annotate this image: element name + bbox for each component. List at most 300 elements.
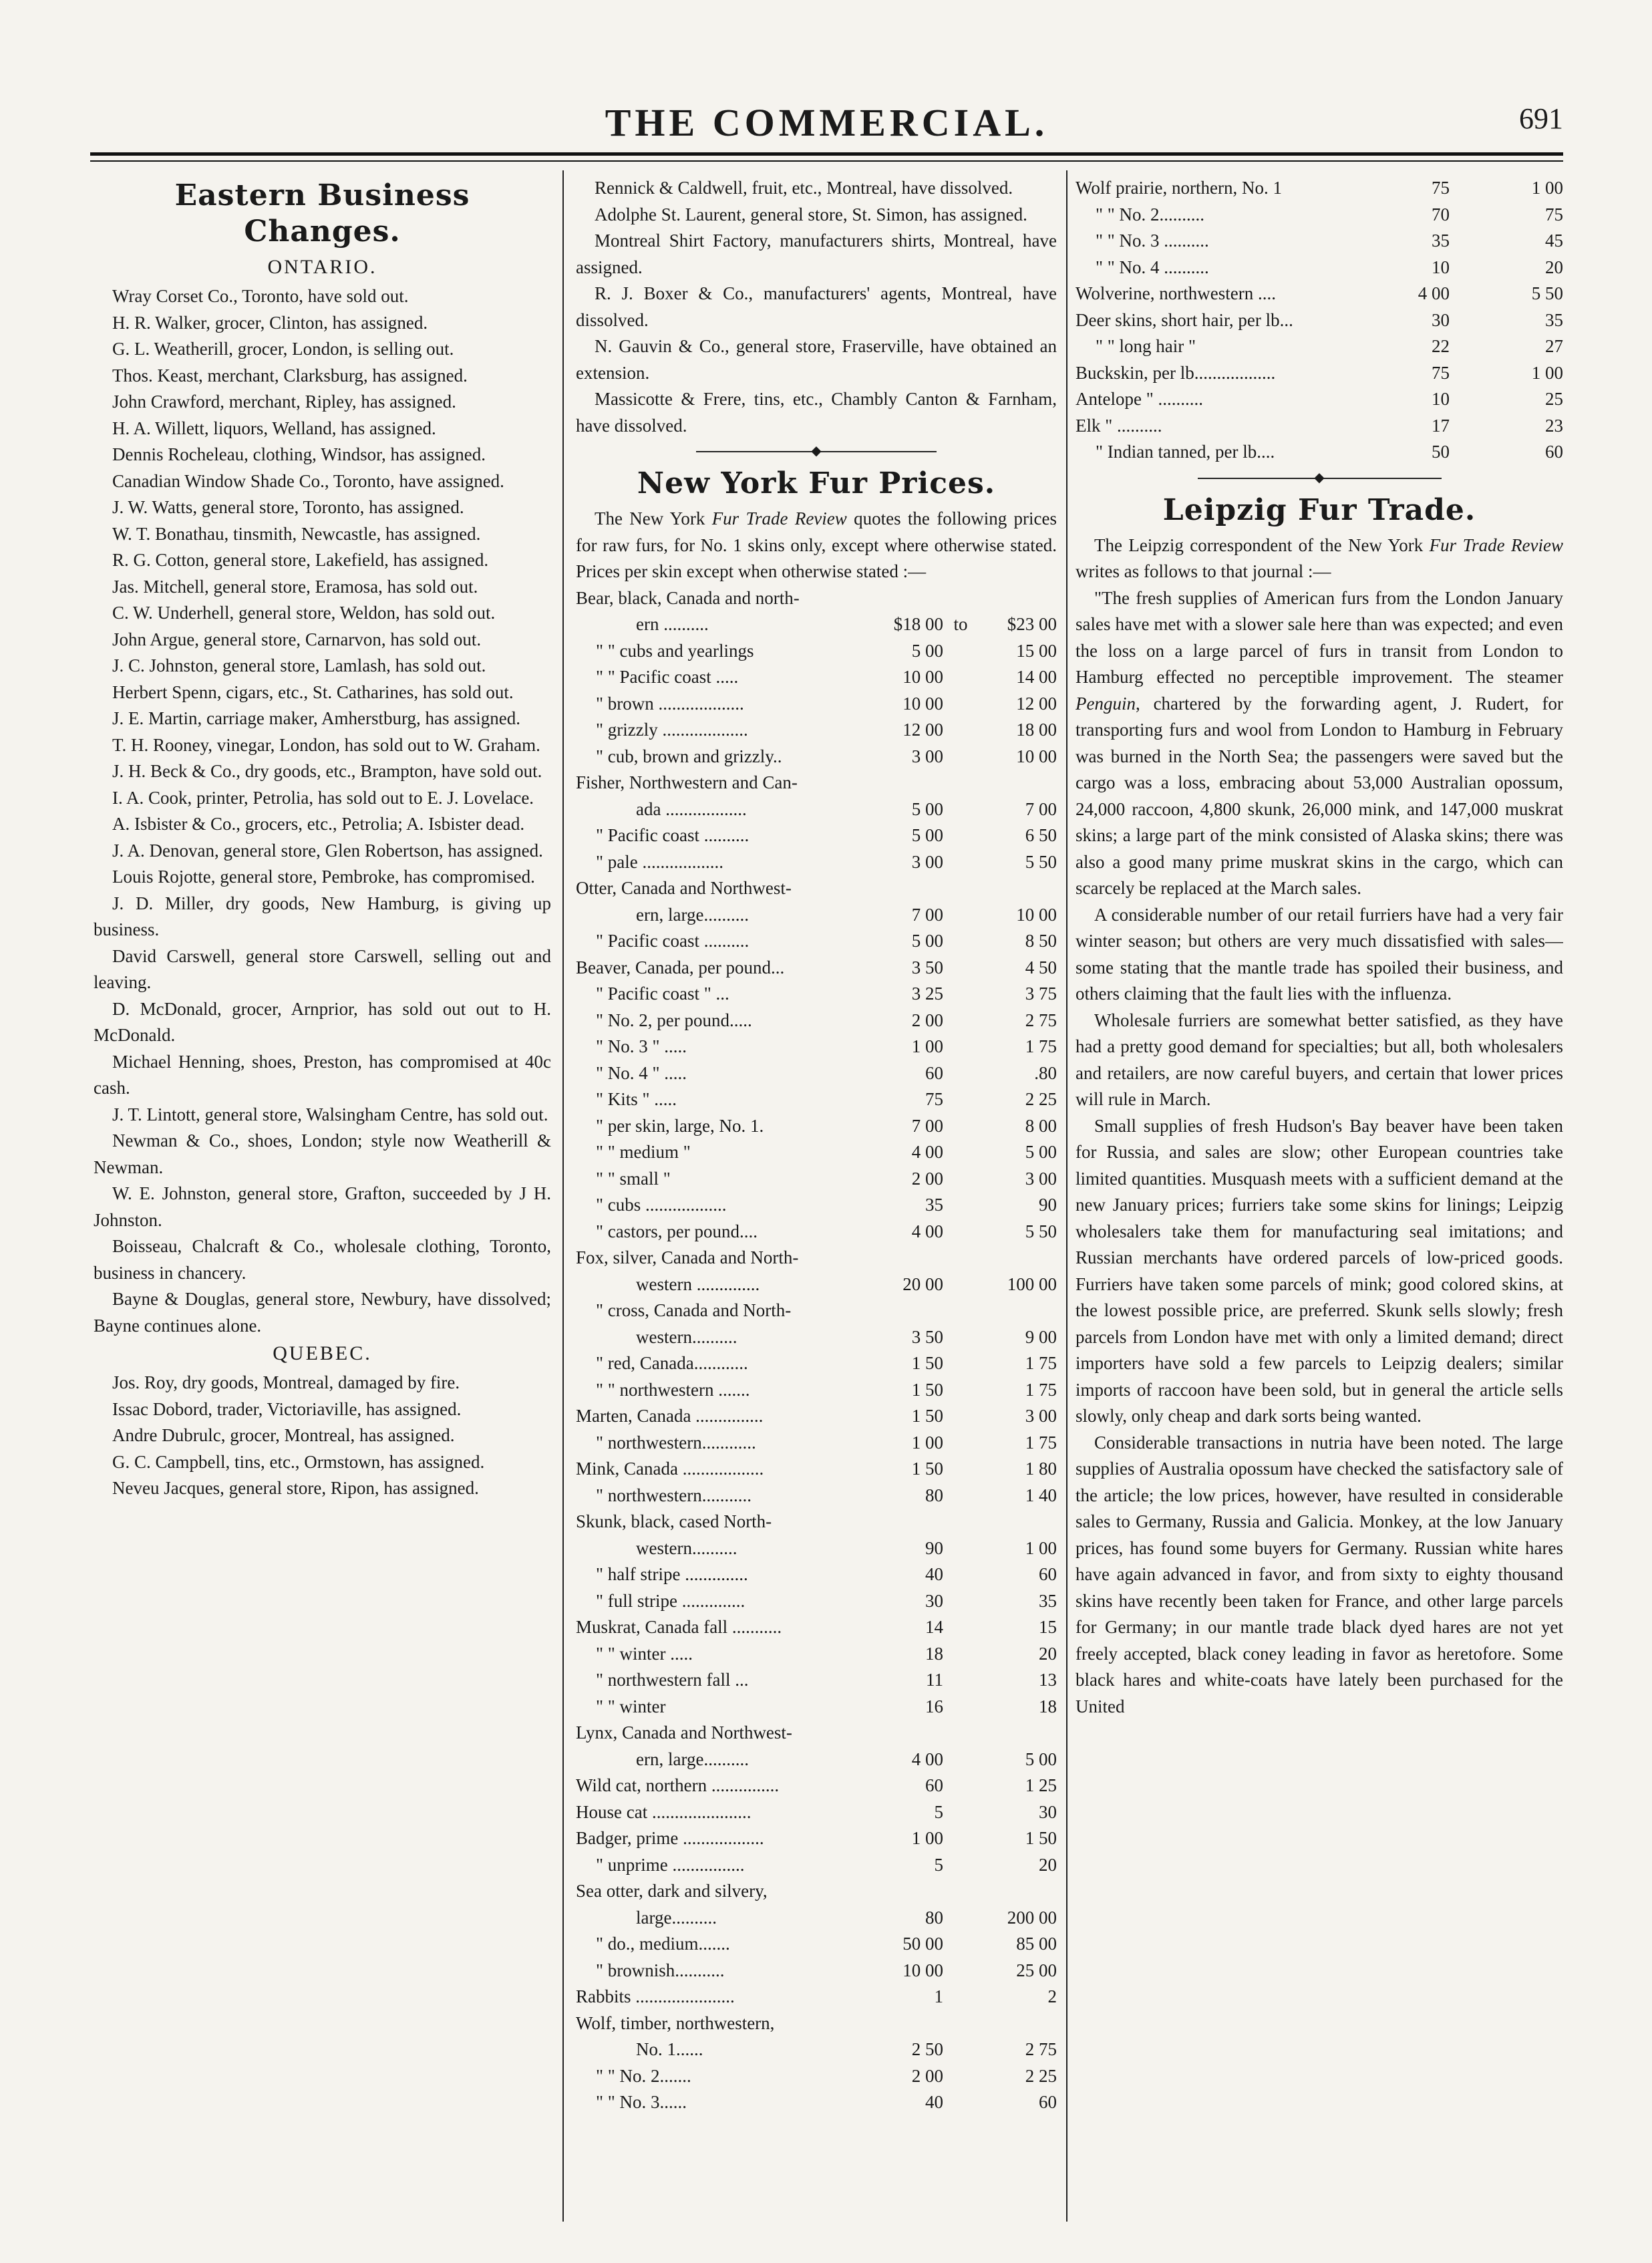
price-range-word xyxy=(943,770,978,796)
price-row xyxy=(576,1614,1057,1641)
price-high: 45 xyxy=(1545,231,1563,251)
price-low: 40 xyxy=(925,2092,943,2112)
price-row xyxy=(576,744,1057,770)
price-high xyxy=(978,585,1057,612)
price-range-word xyxy=(943,1588,978,1615)
business-notice: J. W. Watts, general store, Toronto, has assigned. xyxy=(112,497,464,517)
price-low: 12 00 xyxy=(902,720,943,740)
business-notice: G. C. Campbell, tins, etc., Ormstown, has assigned. xyxy=(112,1451,485,1472)
price-high: 18 00 xyxy=(1016,720,1057,740)
price-range-word xyxy=(943,1694,978,1720)
price-low: 1 00 xyxy=(911,1432,943,1453)
price-high: .80 xyxy=(1034,1062,1057,1083)
price-range-word xyxy=(1450,360,1484,387)
fur-label: Lynx, Canada and Northwest- xyxy=(576,1722,792,1743)
column-divider-2 xyxy=(1066,170,1067,2222)
price-high: 200 00 xyxy=(1007,1907,1057,1928)
price-row xyxy=(576,1984,1057,2010)
price-low: 10 00 xyxy=(902,667,943,687)
price-row xyxy=(576,717,1057,744)
fur-label: " half stripe .............. xyxy=(596,1564,748,1584)
fur-label: " " winter ..... xyxy=(596,1643,693,1664)
fur-label: Buckskin, per lb.................. xyxy=(1076,362,1276,383)
price-row xyxy=(576,1192,1057,1219)
price-row xyxy=(576,1324,1057,1351)
price-range-word xyxy=(943,902,978,929)
price-row xyxy=(576,875,1057,902)
price-row xyxy=(576,611,1057,638)
page-number: 691 xyxy=(1519,102,1563,135)
price-range-word xyxy=(943,1192,978,1219)
price-row xyxy=(576,1113,1057,1140)
fur-label: " cross, Canada and North- xyxy=(596,1300,792,1320)
price-high: 1 00 xyxy=(1531,178,1563,198)
price-range-word xyxy=(943,1086,978,1113)
price-low: 10 00 xyxy=(902,1960,943,1980)
quebec-continued-list xyxy=(576,175,1057,439)
business-notice: J. E. Martin, carriage maker, Amherstburg, has assigned. xyxy=(112,708,521,728)
price-range-word xyxy=(943,1060,978,1087)
price-row xyxy=(576,1456,1057,1483)
price-high: 1 75 xyxy=(1025,1036,1057,1056)
price-high xyxy=(978,1298,1057,1324)
price-high xyxy=(978,1878,1057,1905)
price-low xyxy=(864,875,943,902)
business-notice: D. McDonald, grocer, Arnprior, has sold out out to H. McDonald. xyxy=(94,998,551,1045)
price-row xyxy=(576,1905,1057,1932)
business-notice: Adolphe St. Laurent, general store, St. Simon, has assigned. xyxy=(595,204,1027,224)
price-low: 90 xyxy=(925,1537,943,1558)
price-range-word xyxy=(943,1720,978,1747)
business-notice: W. E. Johnston, general store, Grafton, succeeded by J H. Johnston. xyxy=(94,1183,551,1230)
price-low: 1 50 xyxy=(911,1406,943,1426)
price-row xyxy=(576,691,1057,718)
fur-label: " Kits " ..... xyxy=(596,1089,677,1109)
price-high: 100 00 xyxy=(1007,1273,1057,1294)
fur-label: " northwestern........... xyxy=(596,1485,752,1505)
leipzig-paragraph-4: Small supplies of fresh Hudson's Bay beaver have been taken for Russia, and sales are slow; other European countries take limited quantities. Musquash meets with a sufficient demand at the new January prices; furriers take some skins for linings; Leipzig wholesalers take them for manufacturing seal imitations; and Russian merchants have ordered parcels of low-priced goods. Furriers have taken some parcels of mink; good colored skins, at the lowest possible price, are preferred. Skunk sells slowly; fresh parcels from London have met with only a limited demand; direct importers have sold a few parcels to Leipzig dealers; similar imports of raccoon have been sold, but in general the article sells slowly, only cheap and dark sorts being wanted. xyxy=(1076,1115,1563,1426)
price-high: 90 xyxy=(1039,1195,1057,1215)
price-high: 7 00 xyxy=(1025,798,1057,819)
price-low xyxy=(864,1245,943,1271)
price-low: 10 00 xyxy=(902,693,943,714)
leipzig-paragraph-2: A considerable number of our retail furriers have had a very fair winter season; but others are very much dissatisfied with sales—some stating that the mantle trade has spoiled their business, and others claiming that the fault lies with the influenza. xyxy=(1076,904,1563,1004)
eastern-heading: Eastern Business Changes. xyxy=(174,178,470,249)
ontario-label: ONTARIO. xyxy=(267,256,377,278)
price-row xyxy=(576,585,1057,612)
price-row xyxy=(576,1166,1057,1193)
price-low: 3 50 xyxy=(911,957,943,977)
price-low: 5 00 xyxy=(911,640,943,661)
fur-label: " " No. 3 .......... xyxy=(1096,231,1209,251)
price-high: 75 xyxy=(1545,204,1563,224)
fur-label: " Pacific coast .......... xyxy=(596,825,750,845)
price-high: 18 xyxy=(1039,1696,1057,1716)
fur-label: " castors, per pound.... xyxy=(596,1221,758,1241)
price-high: 10 00 xyxy=(1016,746,1057,766)
business-notice: Bayne & Douglas, general store, Newbury, have dissolved; Bayne continues alone. xyxy=(94,1289,551,1336)
fur-label: " No. 4 " ..... xyxy=(596,1062,687,1083)
price-low: 1 50 xyxy=(911,1459,943,1479)
price-low: 4 00 xyxy=(911,1221,943,1241)
price-high: 8 00 xyxy=(1025,1115,1057,1136)
price-row xyxy=(1076,413,1563,440)
price-row xyxy=(1076,360,1563,387)
price-low: 80 xyxy=(925,1485,943,1505)
price-high: 1 75 xyxy=(1025,1379,1057,1400)
section-ornament xyxy=(576,444,1057,459)
price-range-word xyxy=(943,849,978,876)
ny-fur-intro: The New York Fur Trade Review quotes the following prices for raw furs, for No. 1 skins only, except where otherwise stated. Prices per skin except when otherwise stated :— xyxy=(576,508,1057,581)
fur-label: Wolverine, northwestern .... xyxy=(1076,283,1276,303)
business-notice: G. L. Weatherill, grocer, London, is selling out. xyxy=(112,339,454,359)
price-row xyxy=(1076,175,1563,202)
fur-label: ern, large.......... xyxy=(636,904,749,925)
price-row xyxy=(1076,281,1563,307)
price-high xyxy=(978,770,1057,796)
fur-label: Fisher, Northwestern and Can- xyxy=(576,772,798,792)
price-high: 5 50 xyxy=(1531,283,1563,303)
price-range-word xyxy=(943,1535,978,1562)
business-notice: Louis Rojotte, general store, Pembroke, has compromised. xyxy=(112,867,535,887)
price-range-word xyxy=(1450,255,1484,281)
fur-label: Skunk, black, cased North- xyxy=(576,1511,772,1531)
price-row xyxy=(576,1747,1057,1773)
price-high: 5 00 xyxy=(1025,1142,1057,1162)
price-low: 35 xyxy=(1432,231,1450,251)
price-low xyxy=(864,770,943,796)
fur-label: Wolf prairie, northern, No. 1 xyxy=(1076,178,1282,198)
price-low: 10 xyxy=(1432,257,1450,277)
business-notice: C. W. Underhell, general store, Weldon, has sold out. xyxy=(112,603,496,623)
price-range-word xyxy=(943,1219,978,1245)
price-high: 13 xyxy=(1039,1670,1057,1690)
price-range-word xyxy=(1450,413,1484,440)
price-range-word xyxy=(943,1166,978,1193)
price-low: 1 00 xyxy=(911,1828,943,1848)
business-notice: Herbert Spenn, cigars, etc., St. Catharines, has sold out. xyxy=(112,682,514,702)
price-low: 22 xyxy=(1432,336,1450,356)
price-low: 2 50 xyxy=(911,2039,943,2059)
price-high: 1 00 xyxy=(1531,362,1563,383)
business-notice: T. H. Rooney, vinegar, London, has sold out to W. Graham. xyxy=(112,734,540,755)
price-high: 60 xyxy=(1039,1564,1057,1584)
ny-fur-heading: New York Fur Prices. xyxy=(637,466,996,500)
price-range-word xyxy=(943,1456,978,1483)
price-high xyxy=(978,2010,1057,2037)
price-high: 1 00 xyxy=(1025,1537,1057,1558)
price-row xyxy=(576,1878,1057,1905)
fur-label: " " cubs and yearlings xyxy=(596,640,754,661)
fur-label: " " winter xyxy=(596,1696,666,1716)
business-notice: Canadian Window Shade Co., Toronto, have assigned. xyxy=(112,470,504,491)
price-range-word xyxy=(943,1799,978,1826)
price-low: 3 00 xyxy=(911,746,943,766)
price-low: 4 00 xyxy=(911,1142,943,1162)
business-notice: W. T. Bonathau, tinsmith, Newcastle, has assigned. xyxy=(112,523,481,544)
price-range-word xyxy=(943,1931,978,1958)
price-low: 4 00 xyxy=(1418,283,1450,303)
price-range-word xyxy=(943,1298,978,1324)
price-row xyxy=(576,1377,1057,1404)
price-range-word xyxy=(943,1034,978,1060)
price-range-word xyxy=(943,1271,978,1298)
business-notice: Rennick & Caldwell, fruit, etc., Montreal, have dissolved. xyxy=(595,178,1013,198)
quebec-list xyxy=(94,1370,551,1502)
price-high: 9 00 xyxy=(1025,1326,1057,1347)
fur-label: " No. 3 " ..... xyxy=(596,1036,687,1056)
price-row xyxy=(576,955,1057,982)
price-low: 1 xyxy=(934,1986,943,2006)
price-high: 4 50 xyxy=(1025,957,1057,977)
fur-label: Fox, silver, Canada and North- xyxy=(576,1247,799,1267)
business-notice: I. A. Cook, printer, Petrolia, has sold out to E. J. Lovelace. xyxy=(112,787,534,808)
business-notice: Neveu Jacques, general store, Ripon, has assigned. xyxy=(112,1478,479,1498)
price-high: 5 50 xyxy=(1025,851,1057,872)
quebec-label: QUEBEC. xyxy=(273,1342,372,1364)
column-divider-1 xyxy=(562,170,564,2222)
price-row xyxy=(576,2063,1057,2090)
price-high: 23 xyxy=(1545,415,1563,436)
business-notice: H. R. Walker, grocer, Clinton, has assigned. xyxy=(112,312,428,333)
price-range-word xyxy=(943,1958,978,1984)
business-notice: Michael Henning, shoes, Preston, has compromised at 40c cash. xyxy=(94,1051,551,1098)
business-notice: Wray Corset Co., Toronto, have sold out. xyxy=(112,286,409,306)
price-high: 10 00 xyxy=(1016,904,1057,925)
price-low: 1 50 xyxy=(911,1379,943,1400)
price-range-word xyxy=(1450,175,1484,202)
price-high xyxy=(978,1509,1057,1535)
business-notice: John Crawford, merchant, Ripley, has assigned. xyxy=(112,392,456,412)
price-row xyxy=(576,1694,1057,1720)
fur-label: Marten, Canada ............... xyxy=(576,1406,764,1426)
business-notice: Jos. Roy, dry goods, Montreal, damaged by fire. xyxy=(112,1372,460,1392)
price-low: 5 00 xyxy=(911,798,943,819)
price-high: 35 xyxy=(1545,309,1563,330)
fur-label: " northwestern fall ... xyxy=(596,1670,749,1690)
price-high: 60 xyxy=(1545,442,1563,462)
price-high: 1 50 xyxy=(1025,1828,1057,1848)
price-range-word xyxy=(943,1008,978,1034)
price-low: 75 xyxy=(1432,362,1450,383)
fur-label: " " No. 3...... xyxy=(596,2092,687,2112)
price-row xyxy=(576,1483,1057,1509)
price-high: 6 50 xyxy=(1025,825,1057,845)
price-range-word xyxy=(943,744,978,770)
price-range-word xyxy=(943,638,978,665)
price-range-word xyxy=(943,822,978,849)
price-range-word xyxy=(1450,386,1484,413)
price-row xyxy=(576,1060,1057,1087)
price-low: 14 xyxy=(925,1617,943,1637)
business-notice: Dennis Rocheleau, clothing, Windsor, has assigned. xyxy=(112,444,486,464)
price-row xyxy=(576,1509,1057,1535)
price-low: 60 xyxy=(925,1775,943,1795)
price-list xyxy=(576,585,1057,2116)
fur-label: Muskrat, Canada fall ........... xyxy=(576,1617,782,1637)
price-range-word xyxy=(943,1324,978,1351)
price-row xyxy=(576,1350,1057,1377)
price-row xyxy=(576,664,1057,691)
business-notice: R. J. Boxer & Co., manufacturers' agents, Montreal, have dissolved. xyxy=(576,283,1057,330)
price-low: 17 xyxy=(1432,415,1450,436)
price-range-word xyxy=(943,796,978,823)
price-low xyxy=(864,1298,943,1324)
business-notice: A. Isbister & Co., grocers, etc., Petrolia; A. Isbister dead. xyxy=(112,814,525,834)
price-low: 30 xyxy=(1432,309,1450,330)
fur-label: " " small " xyxy=(596,1168,671,1189)
price-range-word xyxy=(943,1667,978,1694)
business-notice: Boisseau, Chalcraft & Co., wholesale clothing, Toronto, business in chancery. xyxy=(94,1236,551,1283)
business-notice: Issac Dobord, trader, Victoriaville, has assigned. xyxy=(112,1398,462,1419)
fur-label: Mink, Canada .................. xyxy=(576,1459,764,1479)
price-low: 2 00 xyxy=(911,2065,943,2086)
price-low: 3 25 xyxy=(911,984,943,1004)
business-notice: Newman & Co., shoes, London; style now Weatherill & Newman. xyxy=(94,1130,551,1177)
fur-label: Otter, Canada and Northwest- xyxy=(576,878,792,898)
price-range-word xyxy=(943,2010,978,2037)
price-range-word xyxy=(943,981,978,1008)
price-low: 20 00 xyxy=(902,1273,943,1294)
price-range-word xyxy=(943,1377,978,1404)
price-high: 60 xyxy=(1039,2092,1057,2112)
price-range-word xyxy=(943,1483,978,1509)
price-low: 18 xyxy=(925,1643,943,1664)
price-low: 5 00 xyxy=(911,931,943,951)
price-range-word xyxy=(1450,202,1484,229)
publication-name: Fur Trade Review xyxy=(711,508,847,529)
fur-label: " full stripe .............. xyxy=(596,1590,746,1611)
price-range-word xyxy=(943,1350,978,1377)
price-range-word xyxy=(943,1878,978,1905)
price-row xyxy=(576,1219,1057,1245)
price-low: 50 xyxy=(1432,442,1450,462)
price-high: 3 75 xyxy=(1025,984,1057,1004)
price-row xyxy=(576,1720,1057,1747)
price-high: 14 00 xyxy=(1016,667,1057,687)
column-3 xyxy=(1076,175,1563,2220)
price-row xyxy=(576,770,1057,796)
price-high xyxy=(978,1245,1057,1271)
price-high: 15 xyxy=(1039,1617,1057,1637)
price-range-word xyxy=(943,691,978,718)
price-low: 4 00 xyxy=(911,1749,943,1769)
fur-label: Rabbits ...................... xyxy=(576,1986,735,2006)
price-range-word xyxy=(943,1113,978,1140)
price-low: 1 50 xyxy=(911,1353,943,1373)
price-high: 1 75 xyxy=(1025,1432,1057,1453)
price-range-word xyxy=(1450,228,1484,255)
header-rule-thick xyxy=(90,152,1563,156)
price-row xyxy=(576,1139,1057,1166)
price-low: 40 xyxy=(925,1564,943,1584)
fur-label: ern .......... xyxy=(636,614,709,634)
price-range-word xyxy=(943,1139,978,1166)
fur-label: Wild cat, northern ............... xyxy=(576,1775,780,1795)
price-low: 75 xyxy=(925,1089,943,1109)
masthead xyxy=(90,100,1563,147)
fur-label: " " No. 2.......... xyxy=(1096,204,1205,224)
price-high: 30 xyxy=(1039,1801,1057,1822)
price-range-word xyxy=(943,1509,978,1535)
fur-label: Sea otter, dark and silvery, xyxy=(576,1881,768,1901)
fur-label: " do., medium....... xyxy=(596,1934,730,1954)
business-notice: N. Gauvin & Co., general store, Fraserville, have obtained an extension. xyxy=(576,336,1057,383)
fur-label: Antelope " .......... xyxy=(1076,389,1203,409)
price-range-word xyxy=(943,1430,978,1457)
price-row xyxy=(576,928,1057,955)
publication-name-2: Fur Trade Review xyxy=(1429,535,1563,555)
price-range-word xyxy=(943,1561,978,1588)
price-low xyxy=(864,1720,943,1747)
price-row xyxy=(576,981,1057,1008)
price-high: 5 50 xyxy=(1025,1221,1057,1241)
price-high: 1 80 xyxy=(1025,1459,1057,1479)
business-notice: H. A. Willett, liquors, Welland, has assigned. xyxy=(112,418,436,438)
leipzig-paragraph-3: Wholesale furriers are somewhat better satisfied, as they have had a pretty good demand for specialties; but all, both wholesalers and retailers, are now careful buyers, and certain that lower prices will rule in March. xyxy=(1076,1010,1563,1109)
ship-name: Penguin xyxy=(1076,693,1136,714)
price-low: 10 xyxy=(1432,389,1450,409)
fur-label: " " No. 2....... xyxy=(596,2065,691,2086)
leipzig-heading: Leipzig Fur Trade. xyxy=(1162,492,1476,527)
fur-label: western.......... xyxy=(636,1537,737,1558)
fur-label: " " northwestern ....... xyxy=(596,1379,750,1400)
price-high: 2 xyxy=(1047,1986,1057,2006)
price-high xyxy=(978,875,1057,902)
price-high: 15 00 xyxy=(1016,640,1057,661)
price-range-word xyxy=(943,2063,978,2090)
business-notice: R. G. Cotton, general store, Lakefield, has assigned. xyxy=(112,550,489,570)
price-range-word xyxy=(943,1905,978,1932)
price-high: $23 00 xyxy=(1007,614,1057,634)
price-range-word xyxy=(943,1984,978,2010)
price-row xyxy=(1076,386,1563,413)
price-low: 16 xyxy=(925,1696,943,1716)
price-row xyxy=(576,796,1057,823)
fur-label: " " long hair " xyxy=(1096,336,1196,356)
price-low xyxy=(864,1878,943,1905)
price-range-word xyxy=(943,1852,978,1879)
price-high: 2 25 xyxy=(1025,1089,1057,1109)
fur-label: Beaver, Canada, per pound... xyxy=(576,957,785,977)
price-low xyxy=(864,585,943,612)
fur-label: " brown ................... xyxy=(596,693,744,714)
fur-label: ada .................. xyxy=(636,798,747,819)
fur-label: " No. 2, per pound..... xyxy=(596,1010,752,1030)
price-high: 3 00 xyxy=(1025,1168,1057,1189)
price-range-word xyxy=(943,1825,978,1852)
price-low: 80 xyxy=(925,1907,943,1928)
publication-title: THE COMMERCIAL. xyxy=(605,101,1049,144)
price-low: 1 00 xyxy=(911,1036,943,1056)
price-row xyxy=(576,1298,1057,1324)
price-range-word xyxy=(943,2036,978,2063)
business-notice: J. H. Beck & Co., dry goods, etc., Brampton, have sold out. xyxy=(112,761,542,781)
fur-label: large.......... xyxy=(636,1907,717,1928)
column-1 xyxy=(94,175,551,2220)
price-low: 7 00 xyxy=(911,1115,943,1136)
price-high: 12 00 xyxy=(1016,693,1057,714)
business-notice: J. A. Denovan, general store, Glen Robertson, has assigned. xyxy=(112,840,543,861)
price-low: 30 xyxy=(925,1590,943,1611)
fur-label: House cat ...................... xyxy=(576,1801,752,1822)
fur-label: " red, Canada............ xyxy=(596,1353,748,1373)
price-row xyxy=(576,1245,1057,1271)
price-range-word xyxy=(943,2089,978,2116)
leipzig-paragraph-1: "The fresh supplies of American furs from the London January sales have met with a slower sale here than was expected; and even the loss on a large parcel of furs in transit from London to Hamburg effected no perceptible improvement. The steamer Penguin, chartered by the forwarding agent, J. Rudert, for transporting furs and wool from London to Hamburg in February was burned in the North Sea; the passengers were saved but the cargo was a loss, embracing about 53,000 Australian opossum, 24,000 raccoon, 4,800 skunk, 26,000 mink, and 147,000 muskrat skins; a large part of the mink consisted of Alaska skins; there was also a good many prime muskrat skins in the cargo, which can scarcely be replaced at the March sales. xyxy=(1076,587,1563,898)
price-low: 35 xyxy=(925,1195,943,1215)
price-high: 1 40 xyxy=(1025,1485,1057,1505)
